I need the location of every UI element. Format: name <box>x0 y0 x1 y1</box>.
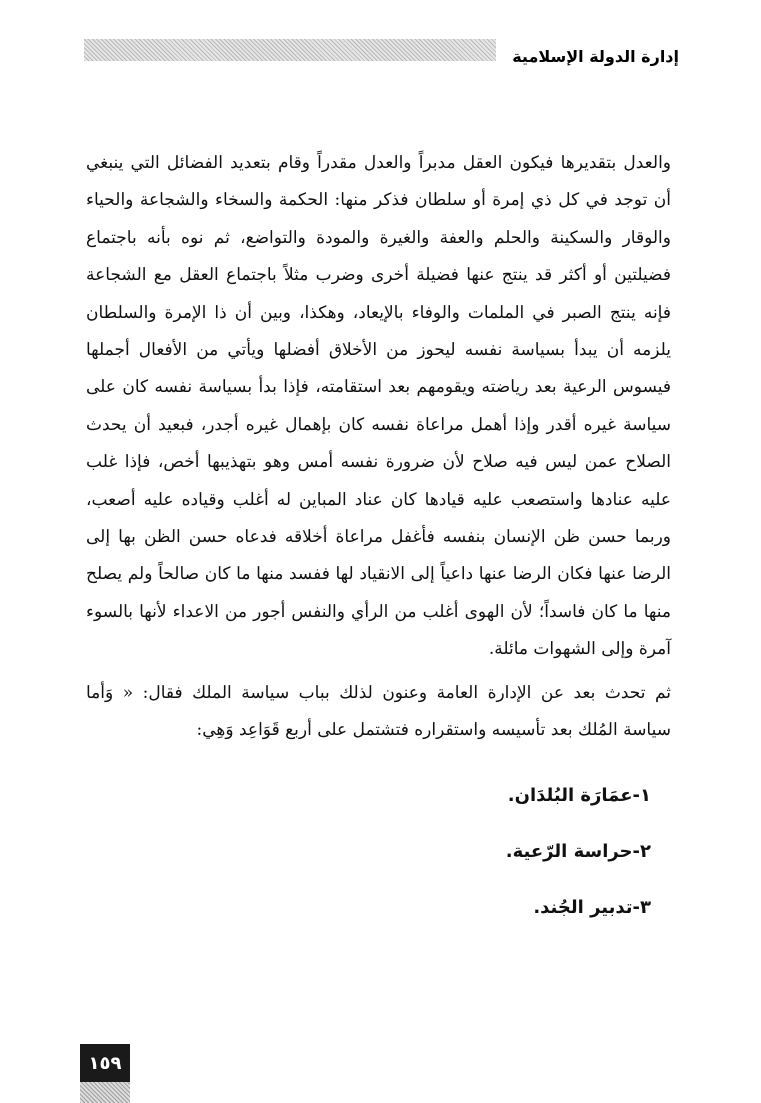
body-paragraph-2: ثم تحدث بعد عن الإدارة العامة وعنون لذلك بباب سياسة الملك فقال: « وَأما سياسة المُلك بعد تأسيسه واستقراره فتشتمل على أربع قَوَاعِد وَهِي: <box>86 682 671 741</box>
rules-list <box>86 768 671 936</box>
running-header <box>84 36 679 76</box>
page-body <box>86 145 671 936</box>
list-item: ٣-تدبير الجُند. <box>533 896 651 918</box>
list-item: ٢-حراسة الرّعية. <box>505 840 651 862</box>
page-number-decorative-band <box>80 1082 130 1103</box>
list-item: ١-عمَارَة البُلدَان. <box>507 784 651 806</box>
page-number: ١٥٩ <box>80 1044 130 1082</box>
header-decorative-band <box>84 39 496 61</box>
header-title: إدارة الدولة الإسلامية <box>512 46 679 66</box>
body-paragraph-1: والعدل بتقديرها فيكون العقل مدبراً والعدل مقدراً وقام بتعديد الفضائل التي ينبغي أن توجد في كل ذي إمرة أو سلطان فذكر منها: الحكمة والسخاء والشجاعة والحياء والوقار والسكينة والحلم والعفة والغيرة والمودة والتواضع، ثم نوه بأنه باجتماع فضيلتين أو أكثر قد ينتج عنها فضيلة أخرى وضرب مثلاً باجتماع العقل مع الشجاعة فإنه ينتج الصبر في الملمات والوفاء بالإيعاد، وهكذا، وبين أن ذا الإمرة والسلطان يلزمه أن يبدأ بسياسة نفسه ليحوز من الأخلاق أفضلها ويأتي من الأفعال أجملها فيسوس الرعية بعد رياضته ويقومهم بعد استقامته، فإذا بدأ بسياسة نفسه كان على سياسة غيره أقدر وإذا أهمل مراعاة نفسه كان بإهمال غيره أجدر، فبعيد أن يحدث الصلاح عمن ليس فيه صلاح لأن ضرورة نفسه أمس وهو بتهذيبها أخص، فإذا غلب عليه عنادها واستصعب عليه قيادها كان عناد المباين له أغلب وقياده عليه أصعب، وربما حسن ظن الإنسان بنفسه فأغفل مراعاة أخلاقه فدعاه حسن الظن بها إلى الرضا عنها فكان الرضا عنها داعياً إلى الانقياد لها ففسد منها ما كان صالحاً ولم يصلح منها ما كان فاسداً؛ لأن الهوى أغلب من الرأي والنفس أجور من الاعداء لأنها بالسوء آمرة وإلى الشهوات مائلة. <box>86 153 671 660</box>
